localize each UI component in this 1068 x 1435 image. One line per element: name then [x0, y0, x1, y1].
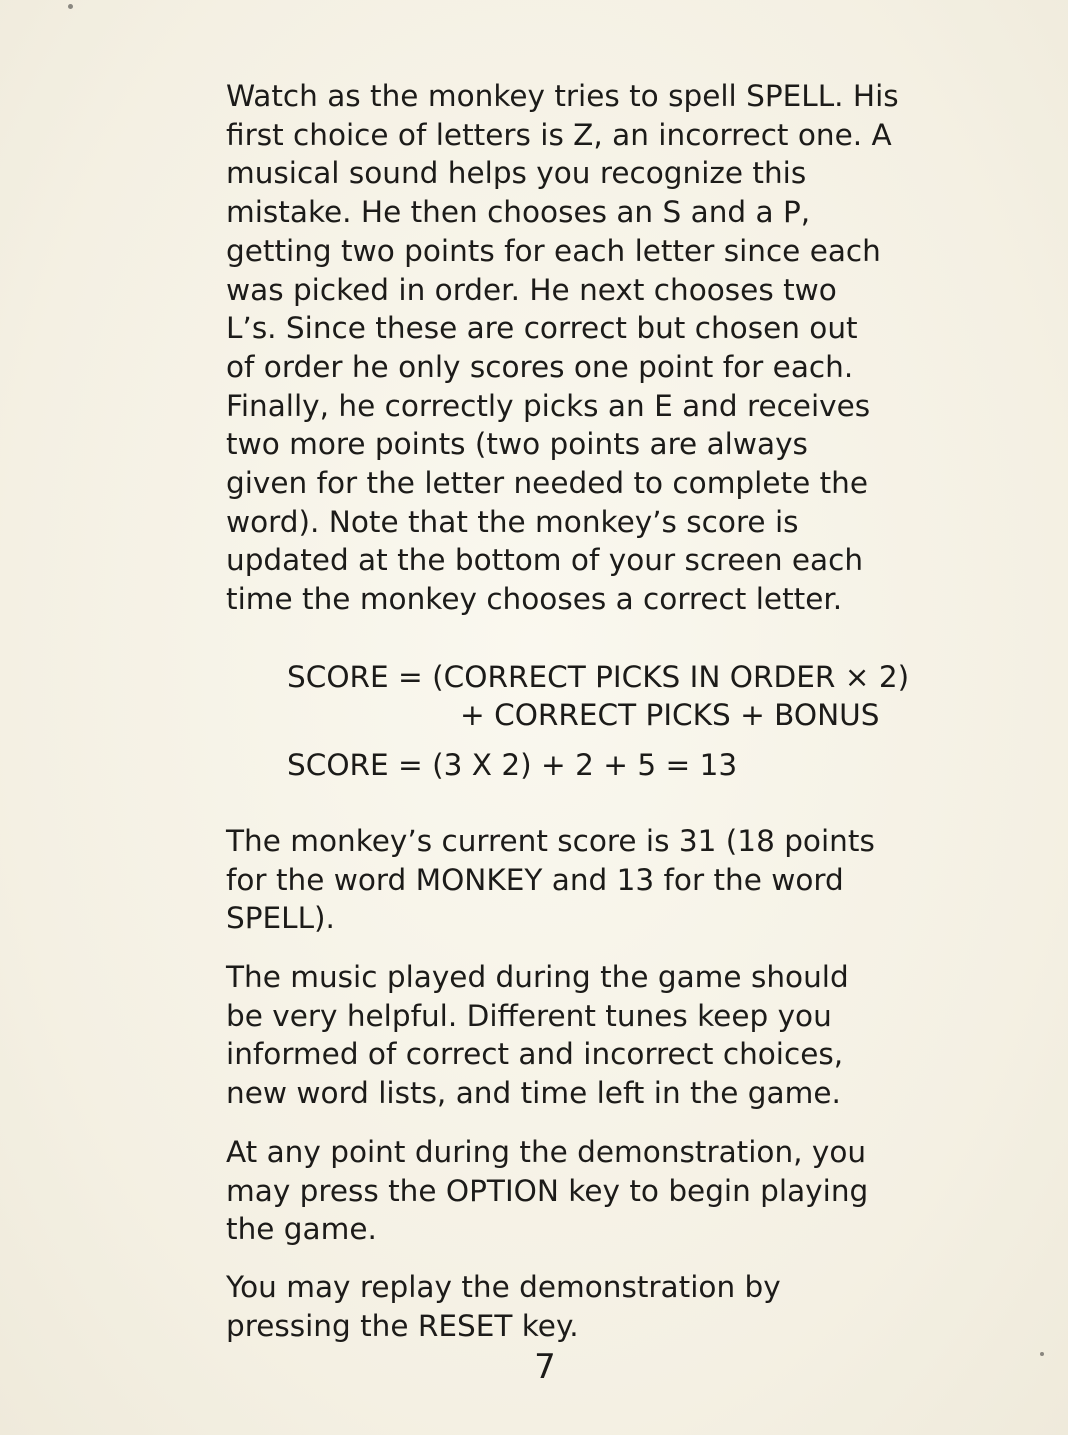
paragraph-demonstration-walkthrough: Watch as the monkey tries to spell SPELL. His first choice of letters is Z, an incorrect one. A musical sound helps you recognize this mistake. He then chooses an S and a P, getting two points for each letter since each was picked in order. He next chooses two L’s. Since these are correct but chosen out of order he only scores one point for each. Finally, he correctly picks an E and receives two more points (two points are always given for the letter needed to complete the word). Note that the monkey’s score is updated at the bottom of your screen each time the monkey chooses a correct letter. — [226, 79, 899, 617]
paper-speck — [68, 4, 73, 9]
paragraph-music: The music played during the game should be very helpful. Different tunes keep you informed of correct and incorrect choices, new word lists, and time left in the game. — [226, 960, 849, 1111]
page-number: 7 — [534, 1347, 556, 1387]
score-formula-line-2: + CORRECT PICKS + BONUS — [460, 698, 880, 732]
paragraph-reset-key: You may replay the demonstration by pressing the RESET key. — [226, 1270, 781, 1343]
score-example-calculation: SCORE = (3 X 2) + 2 + 5 = 13 — [287, 748, 738, 782]
paragraph-option-key: At any point during the demonstration, you may press the OPTION key to begin playing the game. — [226, 1135, 869, 1247]
score-formula-line-1: SCORE = (CORRECT PICKS IN ORDER × 2) — [287, 660, 910, 694]
paragraph-current-score: The monkey’s current score is 31 (18 points for the word MONKEY and 13 for the word SPELL). — [226, 824, 875, 936]
